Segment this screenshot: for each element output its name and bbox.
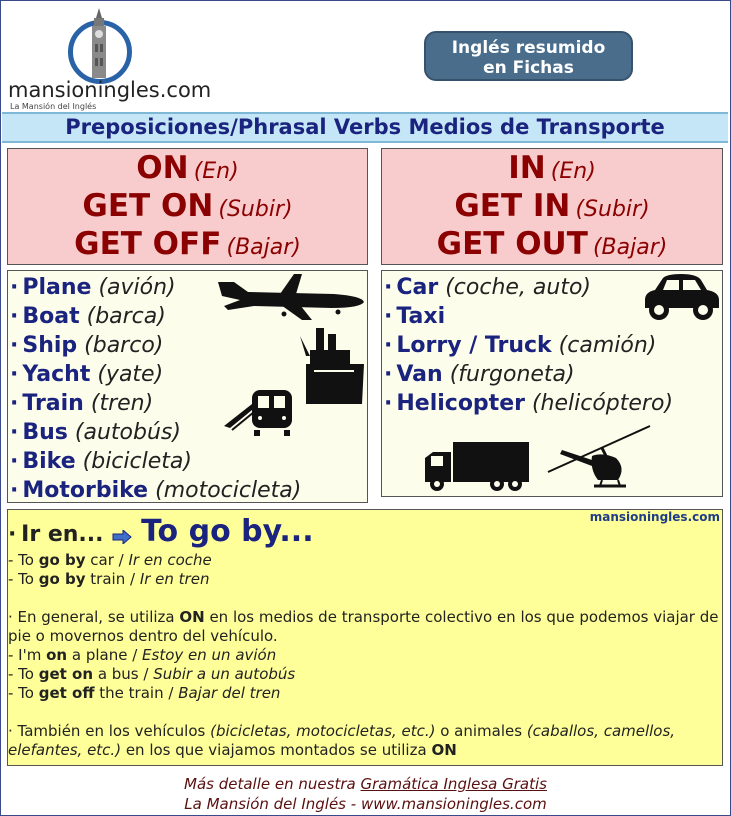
translation: (En) bbox=[193, 159, 239, 184]
keyword: GET OUT bbox=[436, 226, 588, 262]
bullet: · bbox=[8, 522, 17, 547]
to-go-by-label: To go by... bbox=[141, 514, 314, 549]
vehicle: Ship bbox=[22, 333, 78, 358]
translation: Ir en coche bbox=[128, 551, 212, 569]
text: - To bbox=[8, 551, 39, 569]
plane-icon bbox=[214, 270, 366, 322]
list-item bbox=[382, 331, 722, 360]
keyword: GET ON bbox=[82, 188, 214, 224]
vehicle: Yacht bbox=[22, 362, 91, 387]
vehicle: Helicopter bbox=[396, 391, 525, 416]
translation: Ir en tren bbox=[139, 570, 210, 588]
vehicle: Car bbox=[396, 275, 439, 300]
keyword: IN bbox=[508, 150, 546, 186]
keyword: get on bbox=[38, 665, 94, 683]
example-line bbox=[8, 646, 722, 665]
translation: (avión) bbox=[98, 275, 176, 300]
translation: (helicóptero) bbox=[531, 391, 674, 416]
ship-icon bbox=[296, 326, 368, 406]
footer-line-1 bbox=[0, 774, 731, 794]
bullet: · bbox=[10, 478, 19, 503]
text: en los que viajamos montados se utiliza bbox=[121, 741, 432, 759]
text: en los medios de transporte colectivo en los que podemos viajar de pie o movernos dentro del vehículo. bbox=[8, 608, 719, 645]
bullet: · bbox=[10, 304, 19, 329]
text: - To bbox=[8, 570, 39, 588]
go-by-heading bbox=[8, 512, 314, 552]
text: Más detalle en nuestra bbox=[184, 775, 361, 793]
text: train / bbox=[85, 570, 140, 588]
truck-icon bbox=[423, 440, 531, 492]
translation: (camión) bbox=[558, 333, 657, 358]
vehicle: Train bbox=[22, 391, 84, 416]
bullet: · bbox=[10, 275, 19, 300]
footer-line-2: La Mansión del Inglés - www.mansioningles.com bbox=[184, 795, 547, 813]
explanation-box bbox=[7, 509, 723, 766]
get-in-row bbox=[382, 187, 722, 225]
translation: (motocicleta) bbox=[155, 478, 302, 503]
bullet: · bbox=[384, 275, 393, 300]
keyword: go by bbox=[38, 551, 86, 569]
example-line bbox=[8, 684, 722, 703]
translation: (bicicleta) bbox=[82, 449, 192, 474]
footer bbox=[0, 774, 731, 814]
example-line bbox=[8, 665, 722, 684]
logo[interactable] bbox=[8, 8, 212, 111]
translation: (tren) bbox=[90, 391, 154, 416]
ir-en-label: Ir en... bbox=[21, 522, 104, 547]
get-off-row bbox=[8, 225, 367, 263]
translation: (autobús) bbox=[74, 420, 181, 445]
translation: (yate) bbox=[97, 362, 164, 387]
bullet: · bbox=[384, 362, 393, 387]
logo-subtitle: La Mansión del Inglés bbox=[10, 102, 97, 111]
list-item bbox=[8, 447, 367, 476]
bullet: · bbox=[10, 362, 19, 387]
bullet: · bbox=[384, 304, 393, 329]
get-on-row bbox=[8, 187, 367, 225]
keyword: ON bbox=[431, 741, 457, 759]
list-item bbox=[382, 389, 722, 418]
tower-icon bbox=[88, 8, 110, 78]
summary-badge[interactable] bbox=[424, 31, 633, 81]
translation: (barco) bbox=[84, 333, 164, 358]
text: · También en los vehículos bbox=[8, 722, 211, 740]
keyword: ON bbox=[136, 150, 189, 186]
vehicle: Van bbox=[396, 362, 443, 387]
in-prepositions-box bbox=[381, 148, 723, 265]
translation: (Bajar) bbox=[592, 235, 668, 260]
get-out-row bbox=[382, 225, 722, 263]
text: (bicicletas, motocicletas, etc.) bbox=[210, 722, 436, 740]
badge-line-2: en Fichas bbox=[483, 58, 574, 78]
rule-paragraph bbox=[8, 608, 722, 646]
vehicle: Bus bbox=[22, 420, 68, 445]
train-icon bbox=[222, 386, 294, 438]
vehicle: Bike bbox=[22, 449, 76, 474]
list-item bbox=[8, 476, 367, 505]
list-item bbox=[8, 418, 367, 447]
text: - To bbox=[8, 684, 39, 702]
site-watermark[interactable]: mansioningles.com bbox=[589, 510, 720, 524]
example-line bbox=[8, 551, 722, 570]
rule-paragraph bbox=[8, 722, 722, 760]
vehicle: Boat bbox=[22, 304, 80, 329]
keyword: GET IN bbox=[454, 188, 571, 224]
keyword: ON bbox=[179, 608, 205, 626]
explanation-text bbox=[8, 551, 722, 760]
bullet: · bbox=[384, 333, 393, 358]
in-row bbox=[382, 149, 722, 187]
bullet: · bbox=[10, 449, 19, 474]
bullet: · bbox=[10, 333, 19, 358]
bullet: · bbox=[10, 420, 19, 445]
vehicle: Motorbike bbox=[22, 478, 149, 503]
vehicle: Taxi bbox=[396, 304, 446, 329]
on-row bbox=[8, 149, 367, 187]
keyword: go by bbox=[38, 570, 86, 588]
translation: (Bajar) bbox=[226, 235, 301, 260]
text: o animales bbox=[435, 722, 527, 740]
translation: (Subir) bbox=[575, 197, 650, 222]
logo-text: mansioningles.com bbox=[8, 78, 212, 102]
translation: (coche, auto) bbox=[445, 275, 591, 300]
vehicle: Plane bbox=[22, 275, 92, 300]
translation: (barca) bbox=[86, 304, 166, 329]
translation: (En) bbox=[550, 159, 596, 184]
translation: (Subir) bbox=[218, 197, 293, 222]
bullet: · bbox=[10, 391, 19, 416]
text: a bus / bbox=[93, 665, 154, 683]
text: · En general, se utiliza bbox=[8, 608, 180, 626]
text: - I'm bbox=[8, 646, 47, 664]
helicopter-icon bbox=[546, 420, 652, 492]
grammar-link[interactable]: Gramática Inglesa Gratis bbox=[360, 775, 547, 793]
bullet: · bbox=[384, 391, 393, 416]
keyword: GET OFF bbox=[74, 226, 222, 262]
list-item bbox=[382, 360, 722, 389]
vehicle: Lorry / Truck bbox=[396, 333, 552, 358]
car-icon bbox=[641, 270, 721, 322]
badge-line-1: Inglés resumido bbox=[451, 38, 606, 58]
keyword: on bbox=[46, 646, 68, 664]
arrow-icon bbox=[112, 530, 132, 544]
example-line bbox=[8, 570, 722, 589]
text: (caballos, camellos, elefantes, etc.) bbox=[8, 722, 676, 759]
page-title: Preposiciones/Phrasal Verbs Medios de Transporte bbox=[2, 112, 728, 143]
text: the train / bbox=[94, 684, 179, 702]
on-prepositions-box bbox=[7, 148, 368, 265]
translation: Subir a un autobús bbox=[153, 665, 296, 683]
translation: (furgoneta) bbox=[449, 362, 575, 387]
translation: Bajar del tren bbox=[178, 684, 281, 702]
text: car / bbox=[85, 551, 129, 569]
text: - To bbox=[8, 665, 39, 683]
translation: Estoy en un avión bbox=[142, 646, 277, 664]
keyword: get off bbox=[38, 684, 95, 702]
text: a plane / bbox=[67, 646, 143, 664]
